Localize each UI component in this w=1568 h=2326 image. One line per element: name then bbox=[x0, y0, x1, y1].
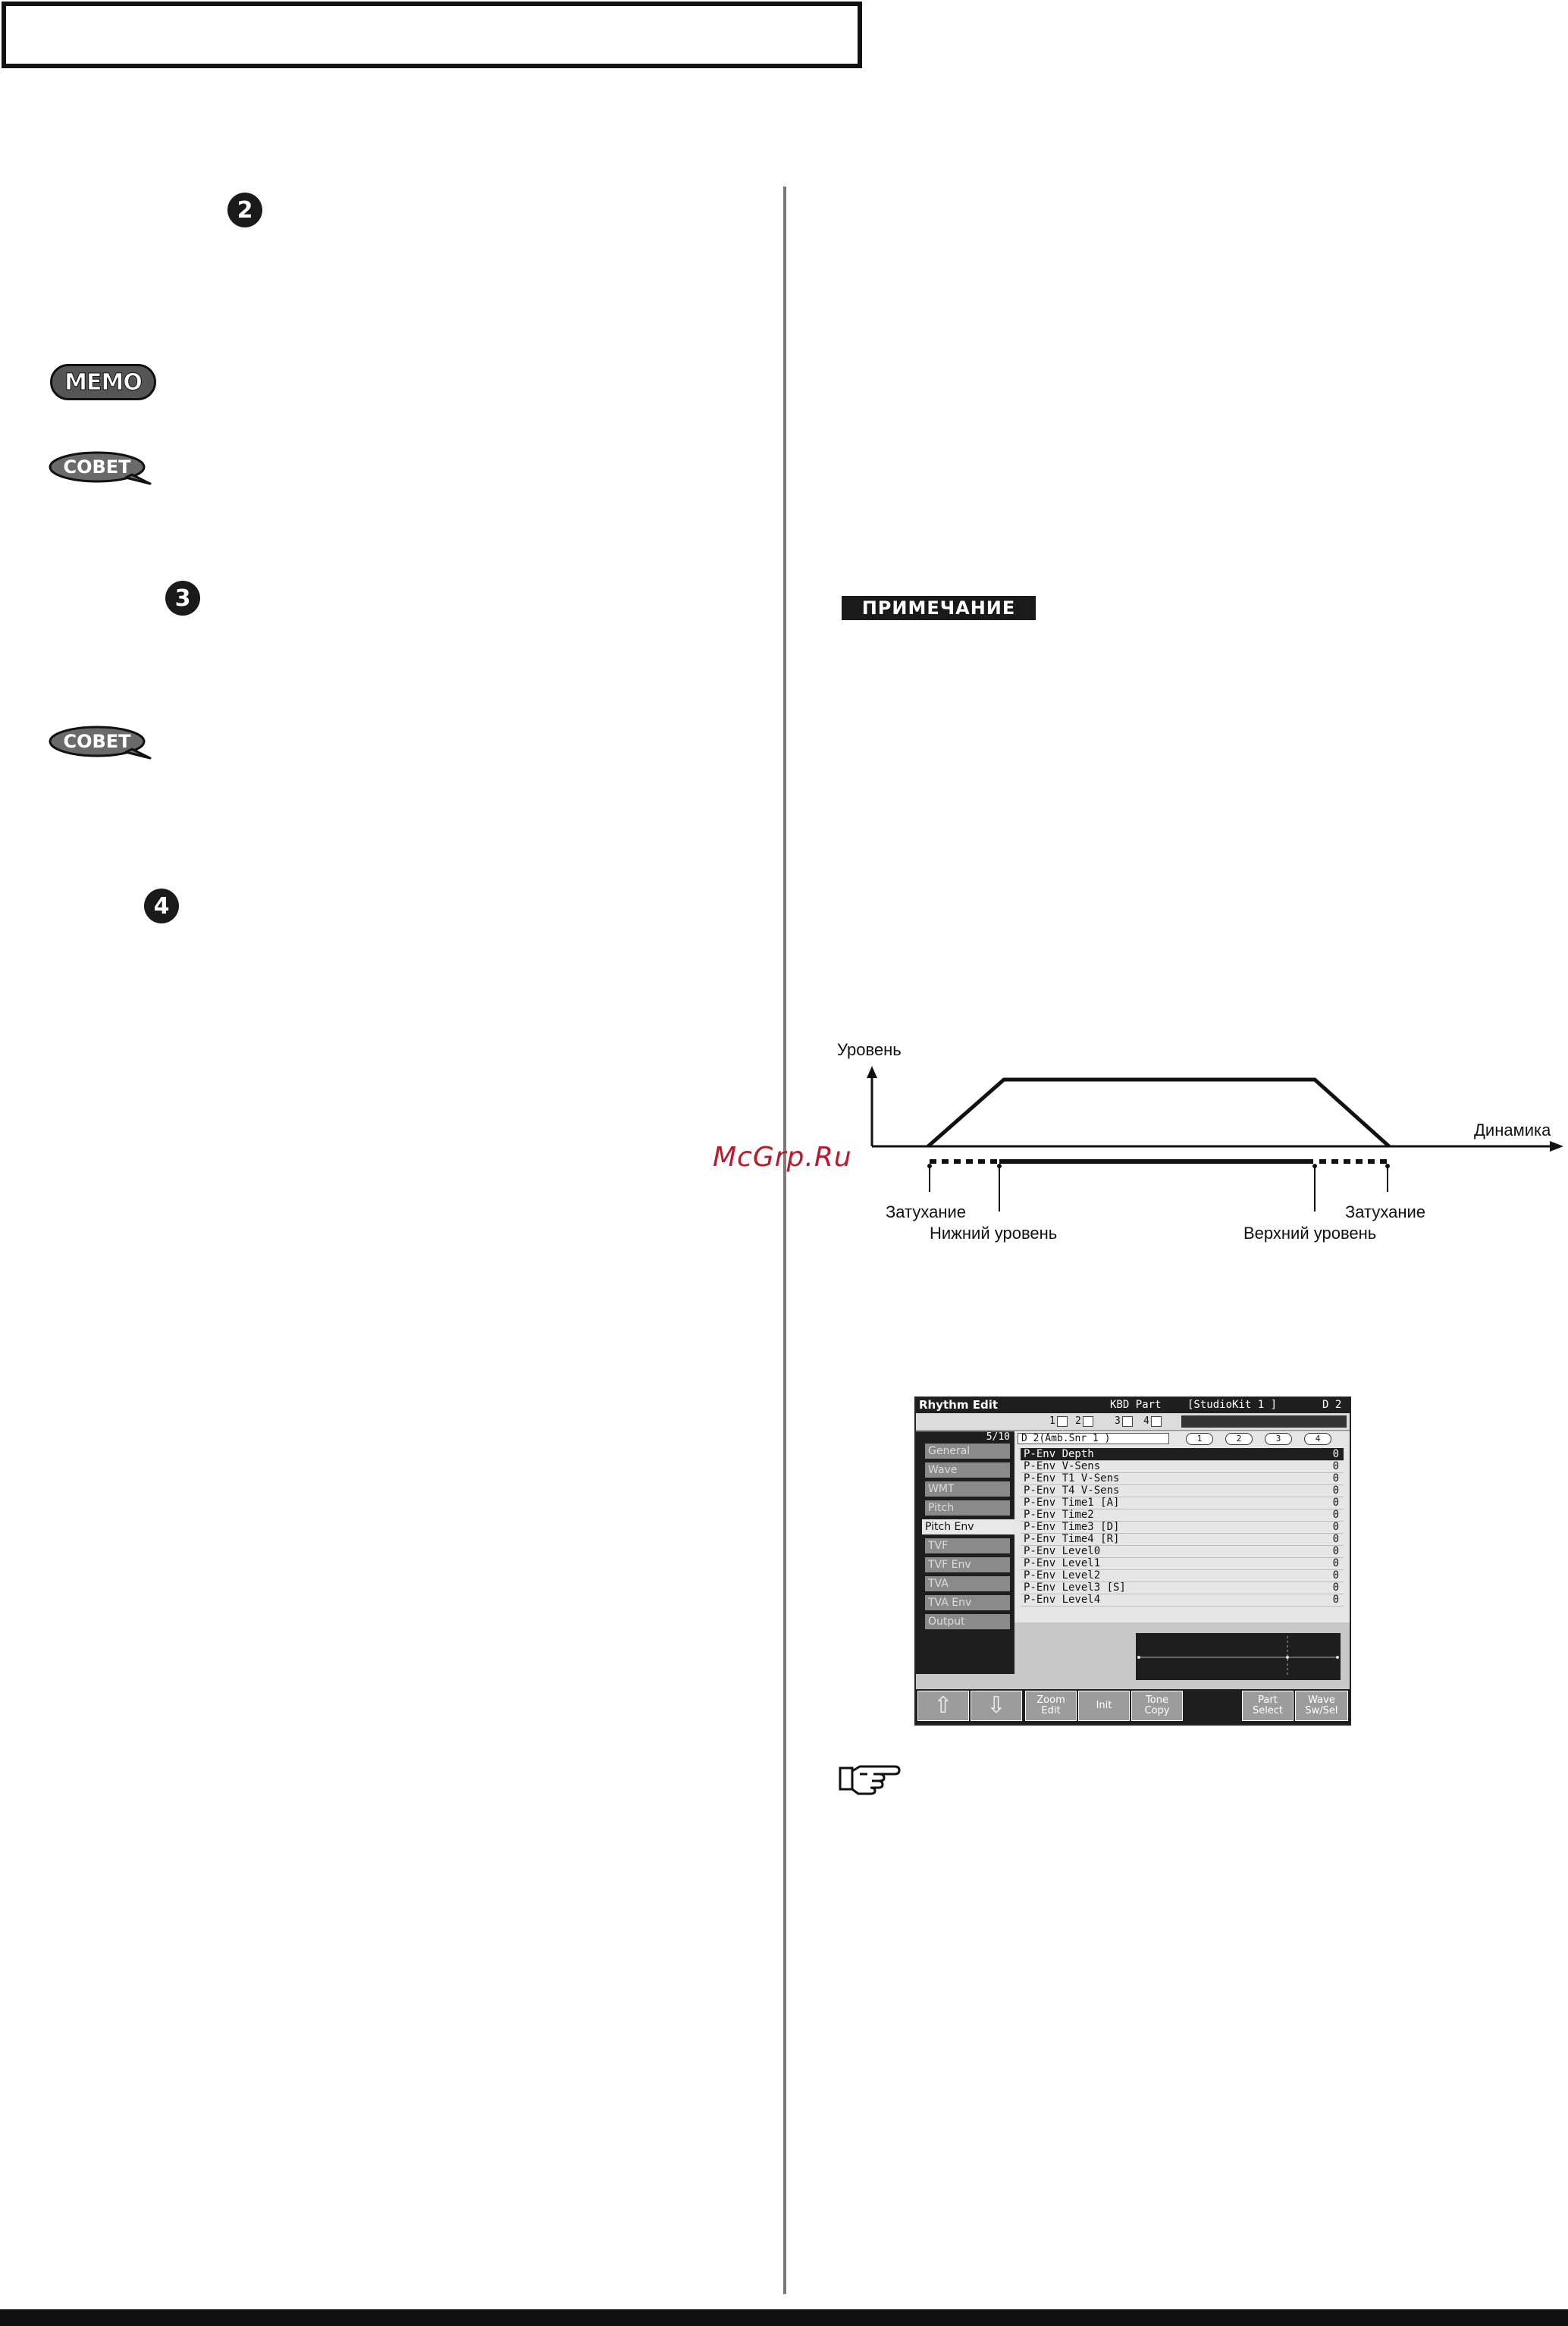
param-row[interactable]: P-Env Level1 0 bbox=[1021, 1557, 1344, 1570]
param-row[interactable]: P-Env V-Sens 0 bbox=[1021, 1460, 1344, 1473]
param-row[interactable]: P-Env Level3 [S] 0 bbox=[1021, 1581, 1344, 1594]
sidebar-item-tvf[interactable]: TVF bbox=[925, 1538, 1010, 1553]
page-number: 5/10 bbox=[986, 1431, 1010, 1443]
sidebar-item-output[interactable]: Output bbox=[925, 1614, 1010, 1629]
init-button[interactable]: Init bbox=[1078, 1691, 1130, 1721]
memo-badge: MEMO bbox=[50, 364, 156, 400]
parameter-panel bbox=[1014, 1431, 1350, 1622]
param-row[interactable]: P-Env T1 V-Sens 0 bbox=[1021, 1472, 1344, 1485]
arrow-down-icon: ⇩ bbox=[986, 1692, 1006, 1719]
param-row[interactable]: P-Env Level4 0 bbox=[1021, 1594, 1344, 1607]
envelope-graph bbox=[1136, 1633, 1341, 1680]
sidebar-item-wmt[interactable]: WMT bbox=[925, 1481, 1010, 1497]
svg-text:СОВЕТ: СОВЕТ bbox=[63, 731, 131, 752]
sidebar-item-wave[interactable]: Wave bbox=[925, 1462, 1010, 1478]
pointing-hand-icon bbox=[837, 1760, 902, 1795]
partial-3-checkbox[interactable] bbox=[1122, 1416, 1133, 1427]
step-4-marker: 4 bbox=[144, 889, 179, 923]
partial-1-checkbox[interactable] bbox=[1057, 1416, 1068, 1427]
upper-level-label: Верхний уровень bbox=[1243, 1224, 1377, 1243]
rhythm-edit-screen bbox=[914, 1397, 1351, 1726]
screen-title-bar bbox=[916, 1398, 1350, 1413]
wmt-1-button[interactable]: 1 bbox=[1186, 1433, 1213, 1445]
sovet-badge-1 bbox=[47, 449, 153, 485]
param-row[interactable]: P-Env Level2 0 bbox=[1021, 1569, 1344, 1582]
fade-right-label: Затухание bbox=[1345, 1202, 1426, 1221]
param-row[interactable]: P-Env Time3 [D] 0 bbox=[1021, 1521, 1344, 1534]
y-axis-label: Уровень bbox=[837, 1040, 902, 1059]
wmt-4-button[interactable]: 4 bbox=[1304, 1433, 1331, 1445]
svg-text:СОВЕТ: СОВЕТ bbox=[63, 456, 131, 478]
param-row[interactable]: P-Env Depth 0 bbox=[1021, 1448, 1344, 1461]
param-row[interactable]: P-Env Level0 0 bbox=[1021, 1545, 1344, 1558]
part-select-button[interactable]: Part Select bbox=[1242, 1691, 1294, 1721]
partial-switch-row: 1 2 3 4 bbox=[916, 1413, 1350, 1431]
bottom-bar bbox=[0, 2309, 1568, 2326]
fade-left-label: Затухание bbox=[886, 1202, 967, 1221]
step-3-marker: 3 bbox=[165, 581, 200, 616]
param-row[interactable]: P-Env T4 V-Sens 0 bbox=[1021, 1484, 1344, 1497]
sidebar-item-pitch-env[interactable]: Pitch Env bbox=[922, 1519, 1016, 1534]
cursor-up-button[interactable] bbox=[917, 1691, 969, 1721]
param-row[interactable]: P-Env Time2 0 bbox=[1021, 1509, 1344, 1522]
effects-indicator bbox=[1181, 1415, 1347, 1428]
screen-title: Rhythm Edit bbox=[919, 1398, 999, 1412]
param-row[interactable]: P-Env Time1 [A] 0 bbox=[1021, 1497, 1344, 1509]
level-curve bbox=[928, 1080, 1389, 1146]
sidebar-item-tva[interactable]: TVA bbox=[925, 1576, 1010, 1591]
step-2-marker: 2 bbox=[227, 193, 262, 227]
screen-kit: [StudioKit 1 ] bbox=[1187, 1399, 1278, 1411]
note-label: ПРИМЕЧАНИЕ bbox=[842, 596, 1036, 620]
function-button-bar bbox=[916, 1689, 1350, 1724]
zoom-edit-button[interactable]: Zoom Edit bbox=[1025, 1691, 1077, 1721]
header-box bbox=[2, 2, 862, 68]
param-row[interactable]: P-Env Time4 [R] 0 bbox=[1021, 1533, 1344, 1546]
lower-level-label: Нижний уровень bbox=[930, 1224, 1058, 1243]
partial-4-checkbox[interactable] bbox=[1151, 1416, 1162, 1427]
sovet-badge-2 bbox=[47, 723, 153, 760]
wave-sw-sel-button[interactable]: Wave Sw/Sel bbox=[1295, 1691, 1348, 1721]
wmt-3-button[interactable]: 3 bbox=[1265, 1433, 1292, 1445]
sidebar-item-tva-env[interactable]: TVA Env bbox=[925, 1595, 1010, 1610]
watermark: McGrp.Ru bbox=[713, 1142, 852, 1173]
patch-name-field[interactable]: D 2(Amb.Snr 1 ) bbox=[1018, 1433, 1169, 1444]
sidebar-item-tvf-env[interactable]: TVF Env bbox=[925, 1557, 1010, 1572]
column-divider bbox=[783, 187, 786, 2294]
screen-part: KBD Part bbox=[1110, 1399, 1162, 1411]
screen-key: D 2 bbox=[1322, 1399, 1342, 1411]
cursor-down-button[interactable] bbox=[971, 1691, 1022, 1721]
x-axis-label: Динамика bbox=[1474, 1121, 1551, 1139]
arrow-up-icon: ⇧ bbox=[933, 1692, 953, 1719]
screen-sidebar bbox=[916, 1431, 1014, 1674]
sidebar-item-pitch[interactable]: Pitch bbox=[925, 1500, 1010, 1516]
wmt-2-button[interactable]: 2 bbox=[1225, 1433, 1253, 1445]
tone-copy-button[interactable]: Tone Copy bbox=[1131, 1691, 1183, 1721]
sidebar-item-general[interactable]: General bbox=[925, 1444, 1010, 1459]
partial-2-checkbox[interactable] bbox=[1083, 1416, 1093, 1427]
